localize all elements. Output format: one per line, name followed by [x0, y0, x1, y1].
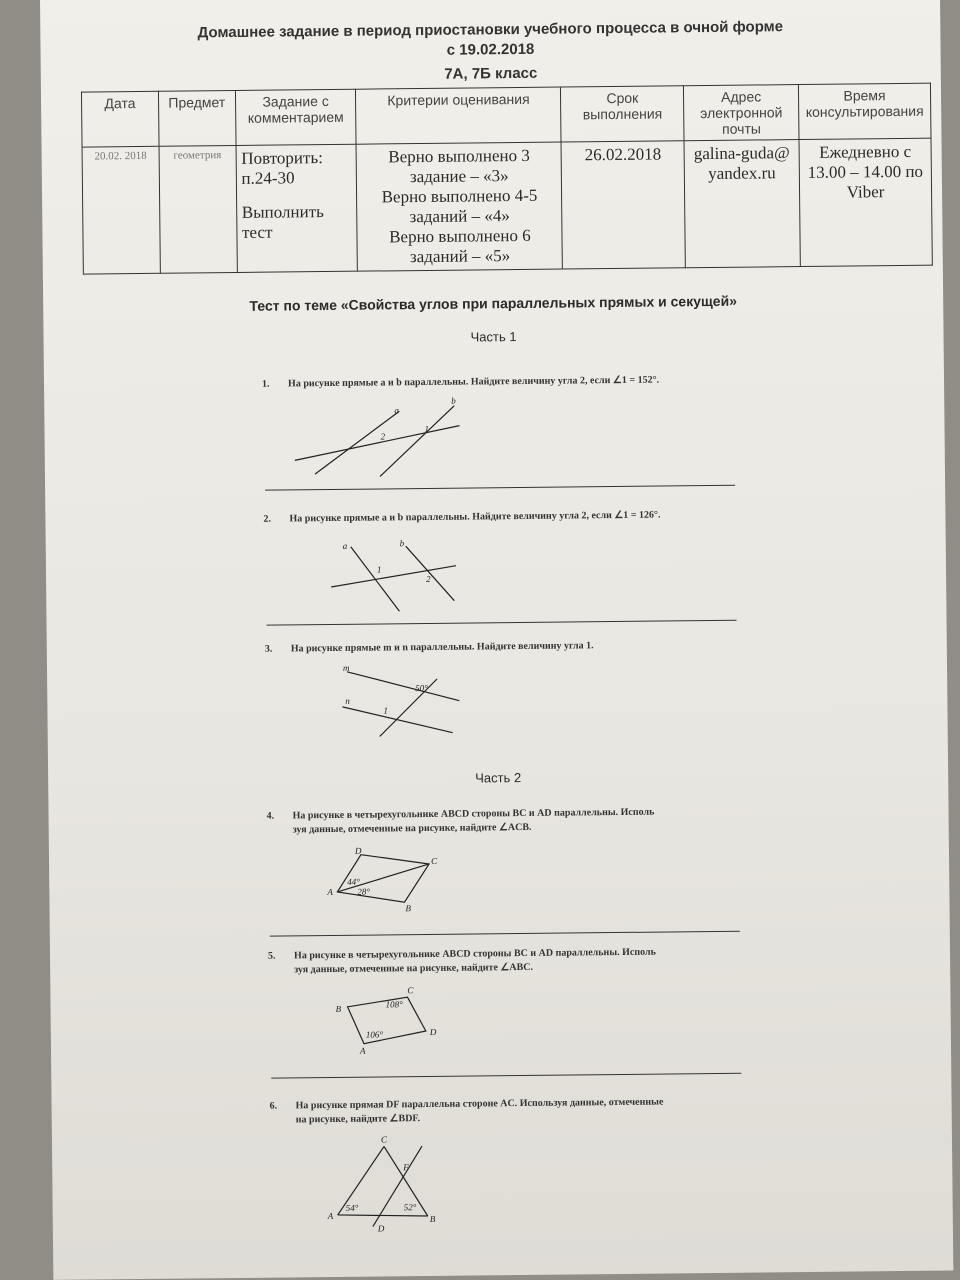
criteria-5: Верно выполнено 6 заданий – «5»	[389, 225, 531, 267]
figure-2-label-b: b	[399, 538, 405, 549]
part2-heading: Часть 2	[475, 770, 522, 786]
figure-5-label-C: C	[407, 985, 414, 996]
header-consult: Время консультирования	[798, 83, 931, 139]
task-repeat: Повторить: п.24-30	[241, 148, 323, 188]
header-deadline: Срок выполнения	[561, 86, 684, 142]
figure-5-label-A: A	[359, 1045, 366, 1056]
figure-4	[319, 844, 450, 920]
question-text: На рисунке прямые m и n параллельны. Найдите величину угла 1.	[290, 640, 594, 655]
figure-5-label-D: D	[429, 1026, 437, 1037]
figure-3-label-n: n	[345, 695, 350, 706]
figure-5-angle-106: 106°	[365, 1029, 384, 1040]
document-page	[40, 0, 953, 1280]
cell-deadline: 26.02.2018	[561, 141, 685, 269]
cell-task	[236, 144, 358, 272]
figure-5-angle-108: 108°	[385, 999, 403, 1010]
figure-4-label-C: C	[430, 855, 438, 866]
question-text-cont: зуя данные, отмеченные на рисунке, найдите ∠ABC.	[294, 961, 534, 975]
question-text: На рисунке прямые a и b параллельны. Найдите величину угла 2, если ∠1 = 152°.	[287, 374, 660, 390]
part1-heading: Часть 1	[470, 329, 517, 345]
question-3	[265, 638, 735, 656]
question-text: На рисунке в четырехугольнике ABCD стороны BC и AD параллельны. Исполь	[292, 806, 655, 822]
figure-6-label-F: F	[403, 1162, 409, 1173]
question-text: На рисунке прямая DF параллельна стороне AC. Используя данные, отмеченные	[295, 1096, 664, 1112]
cell-email[interactable]: galina-guda@yandex.ru	[684, 140, 800, 268]
figure-1-label-b: b	[451, 395, 456, 406]
answer-line-4[interactable]	[270, 931, 740, 937]
criteria-4: Верно выполнено 4-5 заданий – «4»	[381, 185, 538, 227]
question-number: 5.	[267, 950, 276, 962]
question-number: 1.	[261, 378, 270, 390]
document-date: с 19.02.2018	[446, 40, 535, 59]
cell-consult: Ежедневно с 13.00 – 14.00 по Viber	[799, 138, 932, 266]
question-5	[268, 945, 738, 977]
question-6	[270, 1095, 740, 1127]
homework-table	[81, 83, 933, 275]
header-date: Дата	[81, 91, 158, 147]
figure-5	[325, 981, 446, 1062]
question-text-cont: на рисунке, найдите ∠BDF.	[295, 1112, 421, 1125]
figure-6-label-A: A	[327, 1210, 334, 1222]
criteria-3: Верно выполнено 3 задание – «3»	[388, 145, 530, 187]
header-subject: Предмет	[158, 90, 235, 146]
figure-5-label-B: B	[335, 1003, 342, 1014]
question-number: 3.	[264, 643, 273, 655]
figure-6-label-C: C	[380, 1134, 388, 1145]
question-1	[262, 373, 732, 391]
document-title: Домашнее задание в период приостановки учебного процесса в очной форме	[197, 18, 784, 42]
table-row	[82, 138, 932, 274]
figure-2	[286, 535, 477, 617]
figure-6	[317, 1136, 448, 1237]
figure-4-label-A: A	[327, 886, 333, 898]
task-test: Выполнить тест	[241, 202, 324, 242]
figure-2-label-1: 1	[376, 564, 382, 575]
question-number: 2.	[263, 513, 272, 525]
figure-3	[297, 661, 468, 743]
table-header-row	[81, 83, 931, 147]
figure-3-label-m: m	[342, 662, 350, 673]
cell-subject: геометрия	[159, 145, 237, 273]
question-4	[266, 805, 736, 837]
question-number: 6.	[269, 1100, 278, 1112]
question-text-cont: зуя данные, отмеченные на рисунке, найдите ∠ACB.	[292, 821, 532, 835]
header-criteria: Критерии оценивания	[356, 87, 561, 144]
test-title: Тест по теме «Свойства углов при параллельных прямых и секущей»	[249, 292, 738, 314]
question-text: На рисунке прямые a и b параллельны. Найдите величину угла 2, если ∠1 = 126°.	[289, 509, 661, 525]
figure-1-label-1: 1	[424, 423, 430, 434]
figure-4-label-D: D	[354, 845, 362, 856]
header-task: Задание с комментарием	[235, 89, 356, 145]
figure-6-angle-52: 52°	[403, 1202, 417, 1213]
figure-2-label-a: a	[342, 540, 348, 551]
figure-3-label-angle: 50°	[415, 682, 428, 694]
figure-1-label-2: 2	[380, 431, 386, 442]
figure-6-label-B: B	[429, 1213, 436, 1224]
figure-2-label-2: 2	[426, 573, 431, 584]
answer-line-1[interactable]	[265, 485, 735, 491]
figure-4-label-B: B	[405, 903, 412, 914]
figure-1-label-a: a	[394, 405, 399, 416]
figure-6-angle-54: 54°	[345, 1202, 359, 1213]
figure-4-angle-28: 28°	[357, 886, 371, 897]
answer-line-5[interactable]	[271, 1073, 741, 1079]
cell-criteria	[357, 142, 563, 271]
question-2	[263, 508, 733, 526]
figure-3-label-1: 1	[383, 705, 389, 716]
figure-1	[284, 395, 475, 482]
figure-6-label-D: D	[377, 1223, 385, 1234]
question-number: 4.	[266, 810, 275, 822]
document-classes: 7А, 7Б класс	[444, 64, 538, 83]
cell-date: 20.02. 2018	[82, 146, 160, 274]
figure-4-angle-44: 44°	[347, 876, 360, 887]
question-text: На рисунке в четырехугольнике ABCD стороны BC и AD параллельны. Исполь	[293, 946, 656, 962]
answer-line-2[interactable]	[267, 620, 737, 626]
header-email: Адрес электронной почты	[684, 85, 799, 141]
